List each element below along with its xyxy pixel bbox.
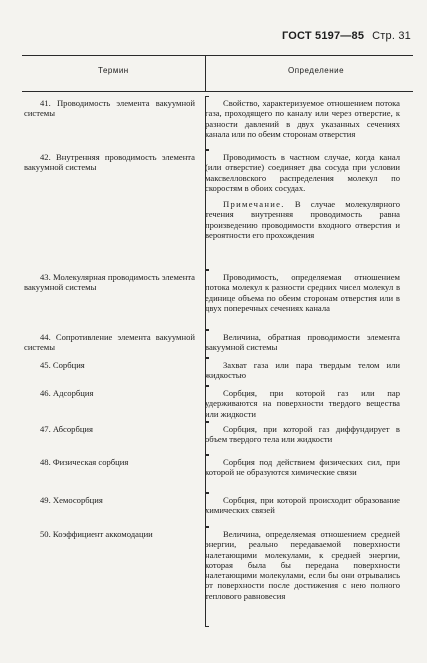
table-row xyxy=(0,270,427,330)
term-cell: 46. Адсорбция xyxy=(40,388,94,398)
page-header xyxy=(282,30,411,42)
table-row xyxy=(0,150,427,270)
table-row xyxy=(0,493,427,527)
terms-table xyxy=(0,96,427,627)
term-cell: 50. Коэффициент аккомодации xyxy=(40,529,153,539)
table-row xyxy=(0,455,427,493)
definition-cell: Свойство, характеризуемое отношением потока газа, проходящего по каналу или через отверстие, к разности давлений в двух указанных сечениях канала или по обеим сторонам отверстия xyxy=(205,96,400,150)
definition-cell: Величина, обратная проводимости элемента вакуумной системы xyxy=(205,330,400,358)
column-divider xyxy=(205,56,206,92)
table-row xyxy=(0,330,427,358)
table-header-rule xyxy=(22,91,413,92)
term-cell: 41. Проводимость элемента вакуумной системы xyxy=(24,98,195,119)
definition-cell: Сорбция, при которой газ или пар удерживаются на поверхности твердого вещества или жидкости xyxy=(205,386,400,422)
standard-code: ГОСТ 5197—85 xyxy=(281,30,365,42)
term-cell: 49. Хемосорбция xyxy=(40,495,103,505)
table-row xyxy=(0,96,427,150)
column-header-definition: Определение xyxy=(288,66,345,75)
definition-cell: Проводимость, определяемая отношением потока молекул к разности средних чисел молекул в единице объема по обеим сторонам отверстия или в двух поперечных сечениях канала xyxy=(205,270,400,330)
table-row xyxy=(0,422,427,455)
term-cell: 44. Сопротивление элемента вакуумной системы xyxy=(24,332,195,353)
table-row xyxy=(0,386,427,422)
term-cell: 45. Сорбция xyxy=(40,360,85,370)
definition-cell: Сорбция, при которой газ диффундирует в объем твердого тела или жидкости xyxy=(205,422,400,455)
definition-cell: Захват газа или пара твердым телом или жидкостью xyxy=(205,358,400,386)
definition-cell: Проводимость в частном случае, когда канал (или отверстие) соединяет два сосуда при условии максвелловского распределения молекул по скоростям в обоих сосудах. Примечание. В случае молекулярного течения внутренняя проводимость равна произведению проводимости входного отверстия и вероятности его прохождения xyxy=(205,150,400,270)
note-text: В случае молекулярного течения внутренняя проводимость равна произведению проводимости входного отверстия и вероятности его прохождения xyxy=(205,199,400,241)
term-cell: 48. Физическая сорбция xyxy=(40,457,129,467)
note-label: Примечание. xyxy=(223,199,285,210)
definition-cell: Величина, определяемая отношением средней энергии, реально передаваемой поверхности налетающими молекулами, к средней энергии, которая была бы передана поверхности налетающими молекулами, если бы они отрывались от поверхности после достижения с нею полного теплового равновесия xyxy=(205,527,400,627)
page-number: Стр. 31 xyxy=(372,30,411,42)
table-top-rule xyxy=(22,55,413,56)
definition-cell: Сорбция под действием физических сил, при которой не образуются химические связи xyxy=(205,455,400,493)
column-header-term: Термин xyxy=(98,66,129,75)
definition-cell: Сорбция, при которой происходит образование химических связей xyxy=(205,493,400,527)
term-cell: 43. Молекулярная проводимость элемента вакуумной системы xyxy=(24,272,195,293)
term-cell: 47. Абсорбция xyxy=(40,424,93,434)
term-cell: 42. Внутренняя проводимость элемента вакуумной системы xyxy=(24,152,195,173)
table-row xyxy=(0,527,427,627)
table-row xyxy=(0,358,427,386)
